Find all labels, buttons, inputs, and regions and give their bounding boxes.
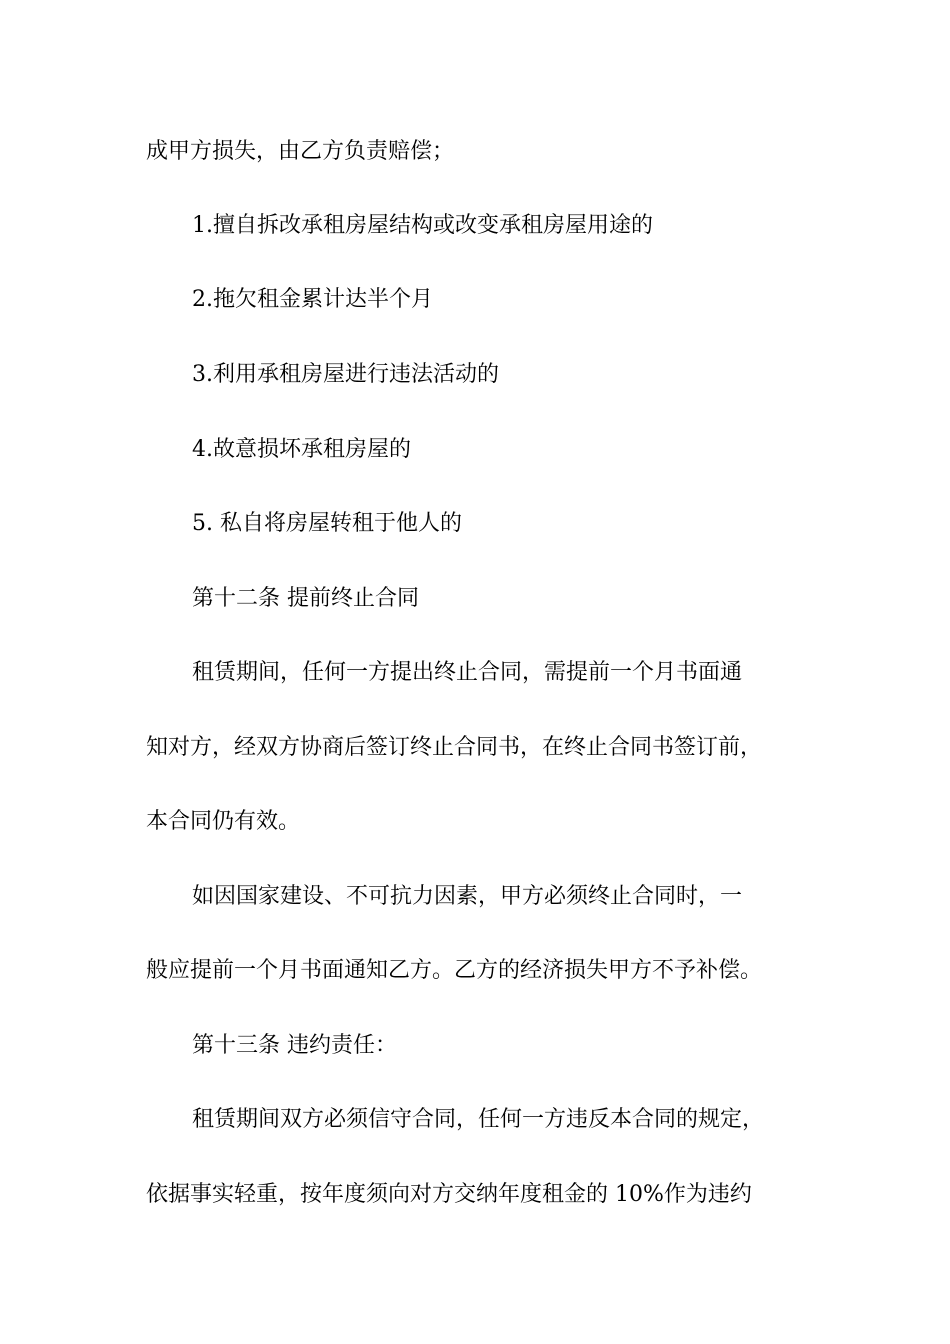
paragraph-line: 般应提前一个月书面通知乙方。乙方的经济损失甲方不予补偿。	[146, 958, 763, 983]
list-item-3: 3.利用承租房屋进行违法活动的	[192, 362, 499, 387]
article-13-heading: 第十三条 违约责任：	[192, 1033, 397, 1058]
text-line-clause-continuation: 成甲方损失，由乙方负责赔偿；	[146, 139, 455, 164]
paragraph-line: 依据事实轻重，按年度须向对方交纳年度租金的 10%作为违约	[146, 1182, 752, 1207]
paragraph-line: 租赁期间，任何一方提出终止合同，需提前一个月书面通	[192, 660, 743, 685]
list-item-4: 4.故意损坏承租房屋的	[192, 437, 411, 462]
list-item-1: 1.擅自拆改承租房屋结构或改变承租房屋用途的	[192, 213, 653, 238]
paragraph-line: 如因国家建设、不可抗力因素，甲方必须终止合同时，一	[192, 884, 743, 909]
paragraph-line: 租赁期间双方必须信守合同，任何一方违反本合同的规定，	[192, 1107, 765, 1132]
paragraph-line: 知对方，经双方协商后签订终止合同书，在终止合同书签订前，	[146, 735, 763, 760]
list-item-5: 5. 私自将房屋转租于他人的	[192, 511, 462, 536]
list-item-2: 2.拖欠租金累计达半个月	[192, 287, 433, 312]
paragraph-line: 本合同仍有效。	[146, 809, 301, 834]
article-12-heading: 第十二条 提前终止合同	[192, 586, 419, 611]
